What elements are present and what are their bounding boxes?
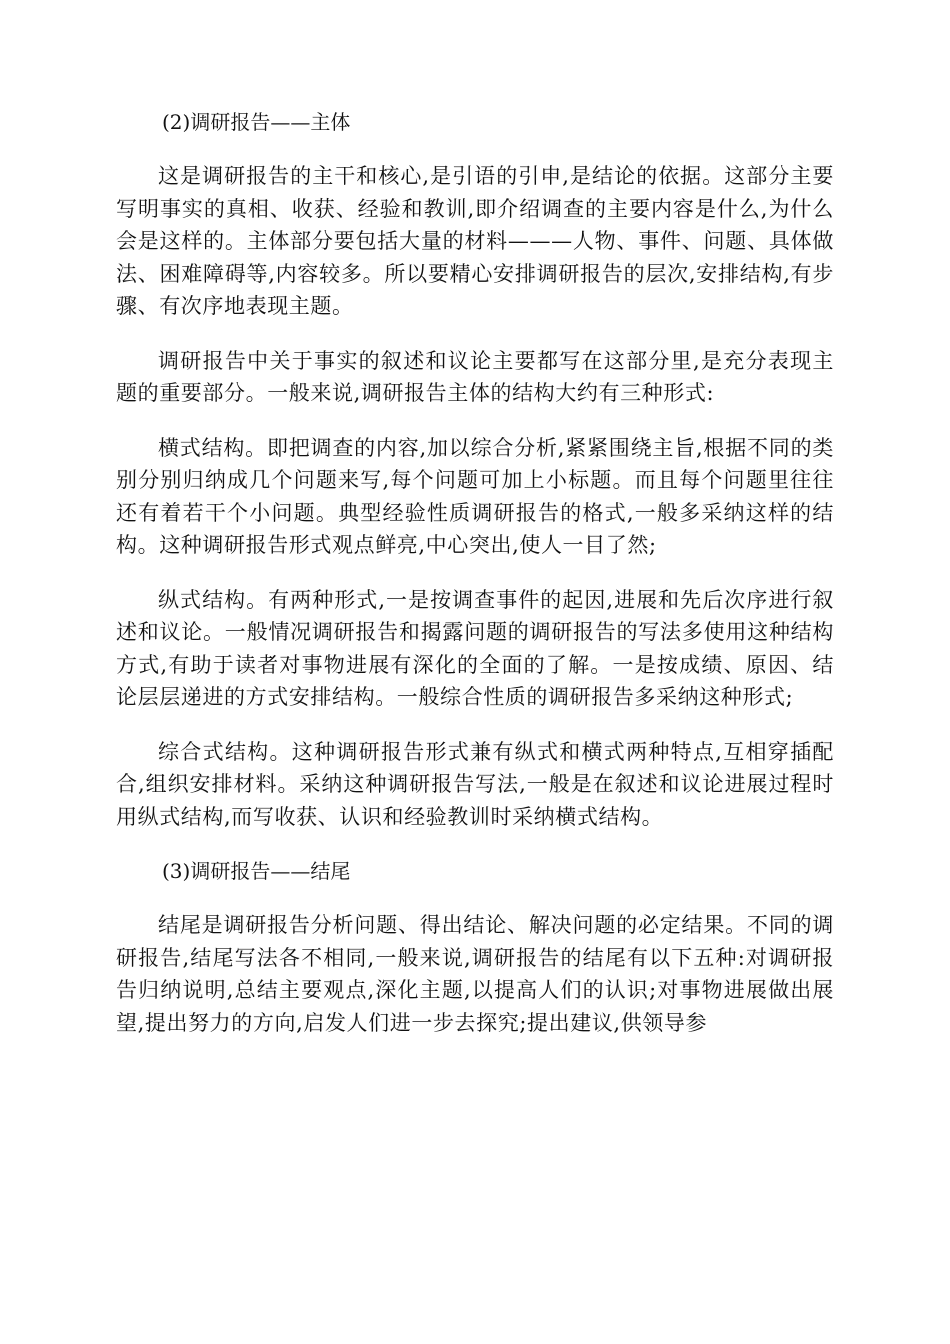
section-heading-main-body: (2)调研报告——主体: [162, 110, 351, 134]
section-heading-conclusion: (3)调研报告——结尾: [162, 859, 351, 883]
paragraph-vertical-structure: 纵式结构。有两种形式,一是按调查事件的起因,进展和先后次序进行叙述和议论。一般情况调研报告和揭露问题的调研报告的写法多使用这种结构方式,有助于读者对事物进展有深化的全面的了解。一是按成绩、原因、结论层层递进的方式安排结构。一般综合性质的调研报告多采纳这种形式;: [116, 587, 834, 709]
paragraph-combined-structure: 综合式结构。这种调研报告形式兼有纵式和横式两种特点,互相穿插配合,组织安排材料。采纳这种调研报告写法,一般是在叙述和议论进展过程时用纵式结构,而写收获、认识和经验教训时采纳横式结构。: [116, 739, 834, 829]
paragraph-structure-overview: 调研报告中关于事实的叙述和议论主要都写在这部分里,是充分表现主题的重要部分。一般来说,调研报告主体的结构大约有三种形式:: [116, 348, 834, 405]
paragraph-main-body-intro: 这是调研报告的主干和核心,是引语的引申,是结论的依据。这部分主要写明事实的真相、收获、经验和教训,即介绍调查的主要内容是什么,为什么会是这样的。主体部分要包括大量的材料———人物、事件、问题、具体做法、困难障碍等,内容较多。所以要精心安排调研报告的层次,安排结构,有步骤、有次序地表现主题。: [116, 164, 834, 318]
paragraph-horizontal-structure: 横式结构。即把调查的内容,加以综合分析,紧紧围绕主旨,根据不同的类别分别归纳成几个问题来写,每个问题可加上小标题。而且每个问题里往往还有着若干个小问题。典型经验性质调研报告的格式,一般多采纳这样的结构。这种调研报告形式观点鲜亮,中心突出,使人一目了然;: [116, 435, 834, 557]
paragraph-conclusion: 结尾是调研报告分析问题、得出结论、解决问题的必定结果。不同的调研报告,结尾写法各不相同,一般来说,调研报告的结尾有以下五种:对调研报告归纳说明,总结主要观点,深化主题,以提高人们的认识;对事物进展做出展望,提出努力的方向,启发人们进一步去探究;提出建议,供领导参: [116, 913, 834, 1035]
document-body: [116, 106, 834, 1061]
